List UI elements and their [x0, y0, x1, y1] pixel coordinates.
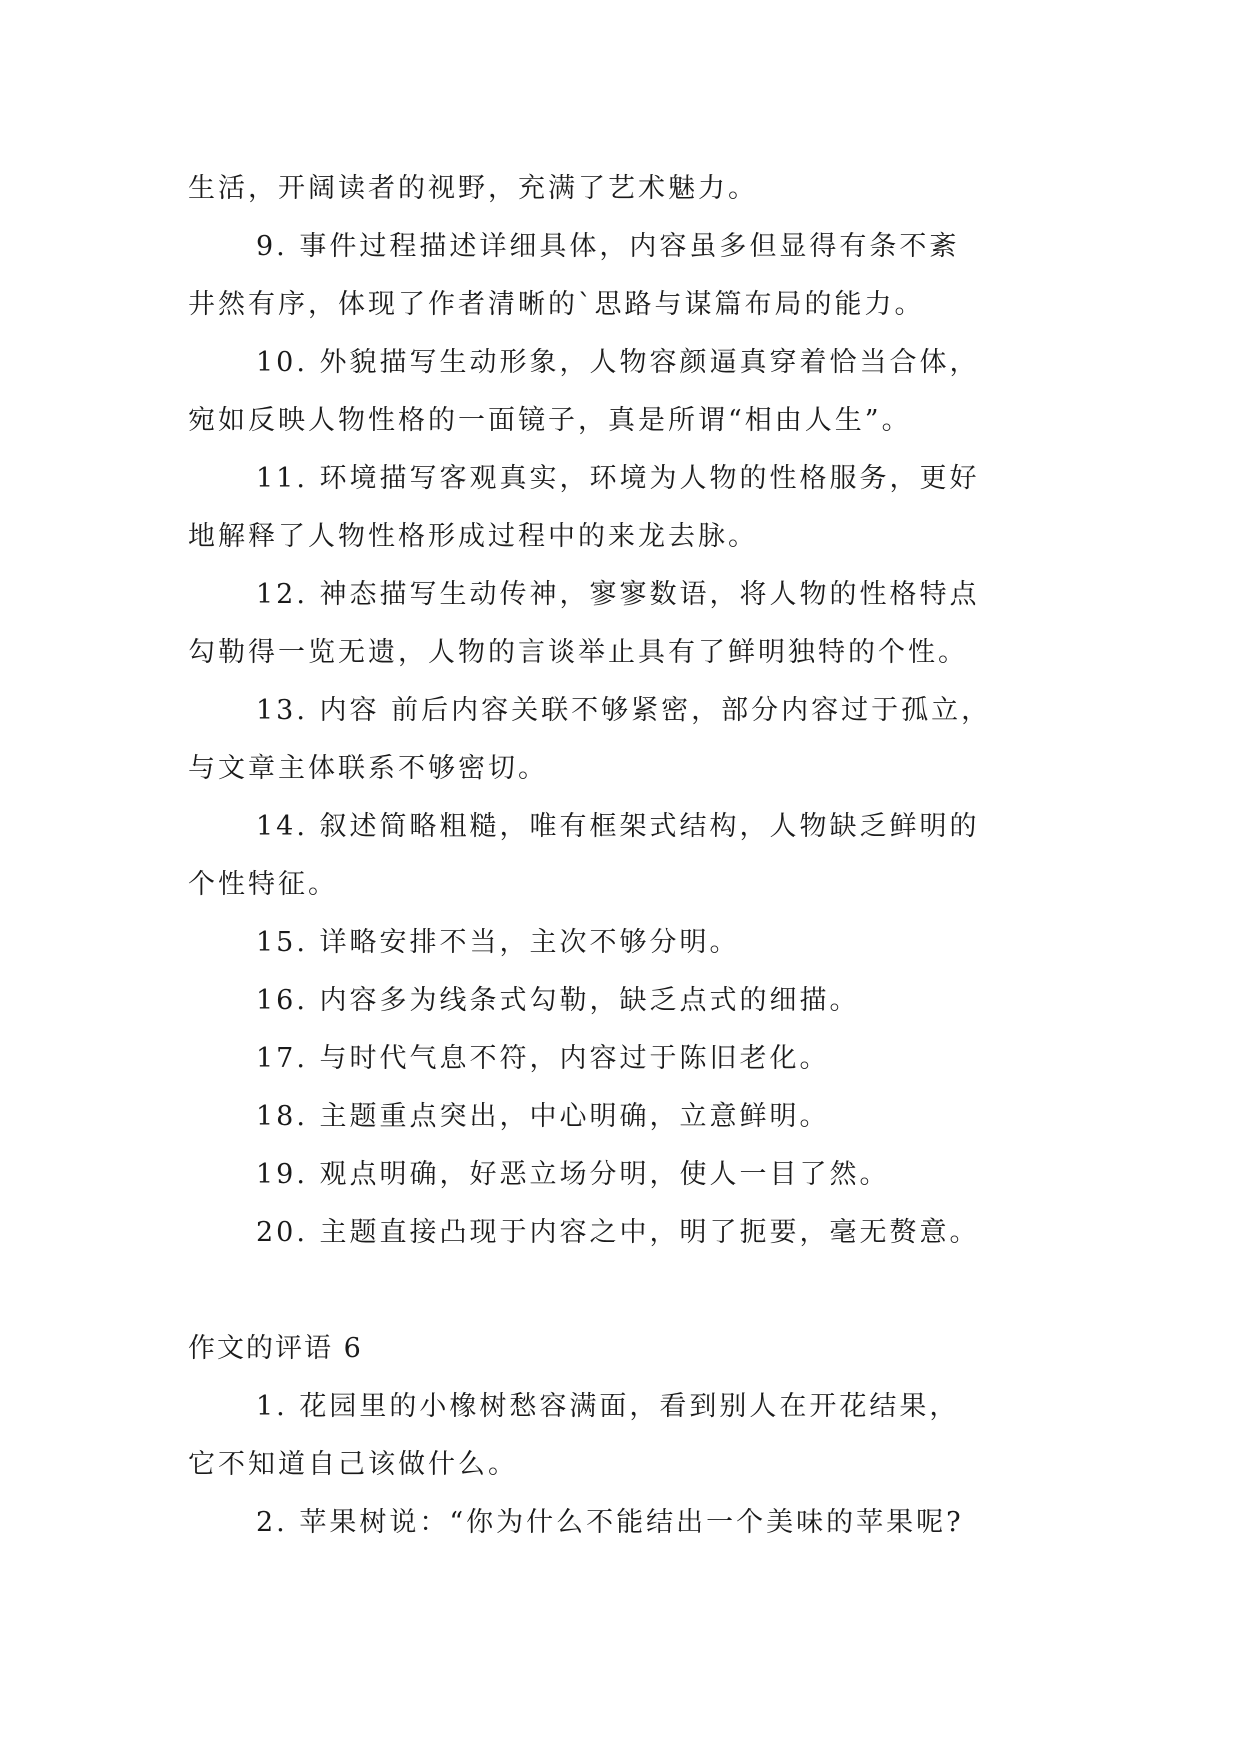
list-item-11: 11. 环境描写客观真实，环境为人物的性格服务，更好: [256, 463, 980, 494]
list-item-17: 17. 与时代气息不符，内容过于陈旧老化。: [256, 1043, 830, 1074]
text-line: 宛如反映人物性格的一面镜子，真是所谓“相由人生”。: [188, 405, 912, 436]
section-heading: 作文的评语 6: [188, 1333, 363, 1364]
list-item-9: 9. 事件过程描述详细具体，内容虽多但显得有条不紊: [256, 231, 960, 262]
text-line: 地解释了人物性格形成过程中的来龙去脉。: [188, 521, 758, 552]
list-item-20: 20. 主题直接凸现于内容之中，明了扼要，毫无赘意。: [256, 1217, 980, 1248]
list-item-12: 12. 神态描写生动传神，寥寥数语，将人物的性格特点: [256, 579, 980, 610]
list-item-19: 19. 观点明确，好恶立场分明，使人一目了然。: [256, 1159, 890, 1190]
list-item-13: 13. 内容 前后内容关联不够紧密，部分内容过于孤立，: [256, 695, 992, 726]
list-item-2: 2. 苹果树说：“你为什么不能结出一个美味的苹果呢?: [256, 1507, 964, 1538]
text-line: 它不知道自己该做什么。: [188, 1449, 518, 1480]
list-item-14: 14. 叙述简略粗糙，唯有框架式结构，人物缺乏鲜明的: [256, 811, 980, 842]
list-item-16: 16. 内容多为线条式勾勒，缺乏点式的细描。: [256, 985, 860, 1016]
text-line: 生活，开阔读者的视野，充满了艺术魅力。: [188, 173, 758, 204]
text-line: 井然有序，体现了作者清晰的`思路与谋篇布局的能力。: [188, 289, 925, 320]
section-gap: [188, 1262, 1068, 1320]
list-item-10: 10. 外貌描写生动形象，人物容颜逼真穿着恰当合体，: [256, 347, 980, 378]
list-item-15: 15. 详略安排不当，主次不够分明。: [256, 927, 740, 958]
list-item-18: 18. 主题重点突出，中心明确，立意鲜明。: [256, 1101, 830, 1132]
text-line: 个性特征。: [188, 869, 338, 900]
text-line: 与文章主体联系不够密切。: [188, 753, 548, 784]
document-body: [188, 160, 1068, 1552]
list-item-1: 1. 花园里的小橡树愁容满面，看到别人在开花结果，: [256, 1391, 960, 1422]
text-line: 勾勒得一览无遗，人物的言谈举止具有了鲜明独特的个性。: [188, 637, 968, 668]
